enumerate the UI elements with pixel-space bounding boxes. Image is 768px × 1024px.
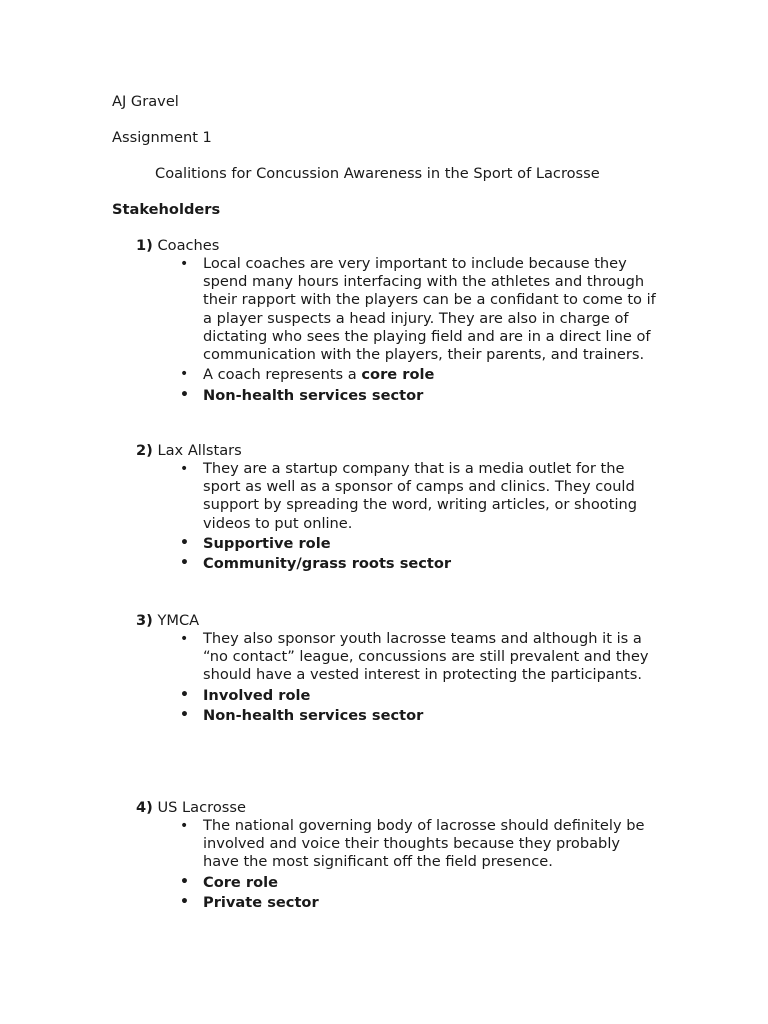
- list-item: [136, 873, 696, 893]
- stakeholder-description: Local coaches are very important to include because they spend many hours interfacing with the athletes and through their rapport with the players can be a confidant to come to if a player suspects a head injury. They are also in charge of dictating who sees the playing field and are in a direct line of communication with the players, their parents, and trainers.: [203, 255, 656, 364]
- stakeholder-sector: Non-health services sector: [203, 386, 424, 404]
- stakeholder-name: Coaches: [157, 237, 220, 254]
- bullet-icon: •: [180, 461, 189, 477]
- list-item: [136, 686, 696, 706]
- bullet-icon: •: [180, 256, 189, 272]
- list-item: [136, 554, 696, 574]
- list-item: [136, 893, 696, 913]
- stakeholder-description: They are a startup company that is a media outlet for the sport as well as a sponsor of camps and clinics. They could support by spreading the word, writing articles, or shooting videos to put online.: [203, 460, 638, 532]
- stakeholder-name: YMCA: [157, 612, 200, 629]
- stakeholder-description: They also sponsor youth lacrosse teams and although it is a “no contact” league, concussions are still prevalent and they should have a vested interest in protecting the participants.: [203, 630, 649, 684]
- stakeholder-number: 2): [136, 442, 153, 459]
- bullet-icon: •: [180, 555, 189, 572]
- stakeholder-role: core role: [361, 366, 435, 384]
- bullet-icon: •: [180, 818, 189, 834]
- stakeholder-heading: [136, 612, 696, 630]
- stakeholder-sector: Community/grass roots sector: [203, 555, 452, 573]
- stakeholder-number: 1): [136, 237, 153, 254]
- list-item: [136, 460, 658, 533]
- stakeholder-points: [136, 255, 696, 405]
- stakeholder-sector: Non-health services sector: [203, 707, 424, 725]
- role-prefix: A coach represents a: [203, 366, 362, 384]
- stakeholder-heading: [136, 237, 696, 255]
- bullet-icon: •: [180, 631, 189, 647]
- assignment-label: Assignment 1: [112, 129, 212, 146]
- list-item: [136, 365, 696, 385]
- stakeholder-ymca: [136, 612, 696, 726]
- stakeholder-name: US Lacrosse: [157, 799, 246, 816]
- author-name: AJ Gravel: [112, 93, 179, 110]
- list-item: [136, 386, 696, 406]
- stakeholder-role: Involved role: [203, 686, 311, 704]
- bullet-icon: •: [180, 707, 189, 724]
- stakeholder-description: The national governing body of lacrosse should definitely be involved and voice their thoughts because they probably have the most significant off the field presence.: [203, 817, 645, 871]
- stakeholder-number: 3): [136, 612, 153, 629]
- list-item: [136, 706, 696, 726]
- stakeholder-points: [136, 630, 696, 726]
- bullet-icon: •: [180, 894, 189, 911]
- list-item: [136, 630, 658, 685]
- stakeholder-lax-allstars: [136, 442, 696, 574]
- section-heading: Stakeholders: [112, 201, 221, 218]
- bullet-icon: •: [180, 534, 189, 551]
- stakeholder-points: [136, 817, 696, 913]
- stakeholder-us-lacrosse: [136, 799, 696, 913]
- document-title: Coalitions for Concussion Awareness in the Sport of Lacrosse: [155, 165, 600, 182]
- stakeholder-sector: Private sector: [203, 894, 319, 912]
- bullet-icon: •: [180, 686, 189, 703]
- bullet-icon: •: [180, 386, 189, 403]
- stakeholder-points: [136, 460, 696, 574]
- bullet-icon: •: [180, 873, 189, 890]
- stakeholder-heading: [136, 442, 696, 460]
- stakeholder-number: 4): [136, 799, 153, 816]
- list-item: [136, 534, 696, 554]
- bullet-icon: •: [180, 366, 189, 383]
- list-item: [136, 255, 658, 364]
- list-item: [136, 817, 658, 872]
- stakeholder-coaches: [136, 237, 696, 405]
- stakeholder-role: Supportive role: [203, 534, 331, 552]
- stakeholder-name: Lax Allstars: [157, 442, 242, 459]
- stakeholder-role: Core role: [203, 873, 279, 891]
- stakeholder-heading: [136, 799, 696, 817]
